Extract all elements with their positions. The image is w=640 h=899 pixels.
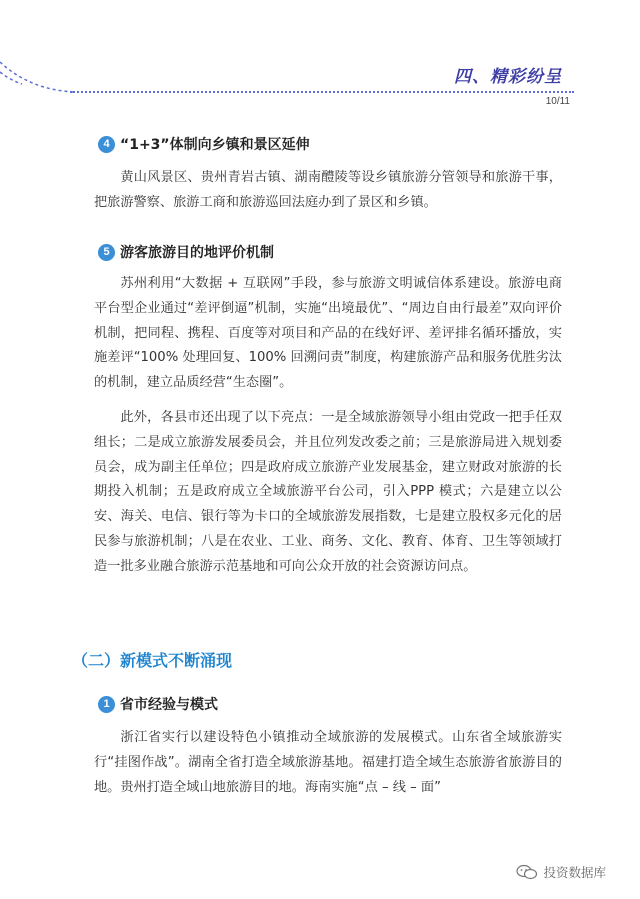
wechat-icon [516,864,538,880]
header-decoration-curve [0,0,90,100]
subheading-4 [98,134,310,154]
subheading-1 [98,694,218,714]
subheading-5 [98,242,274,262]
number-4-badge: 4 [98,136,115,153]
watermark-text: 投资数据库 [543,865,606,880]
paragraph-item4: 黄山风景区、贵州青岩古镇、湖南醴陵等设乡镇旅游分管领导和旅游干事，把旅游警察、旅游工商和旅游巡回法庭办到了景区和乡镇。 [94,170,562,210]
number-1-badge: 1 [98,696,115,713]
header-divider [70,91,574,93]
section-title-new-models: （二）新模式不断涌现 [72,651,233,670]
chapter-title: 四、精彩纷呈 [454,67,562,87]
subheading-5-title: 游客旅游目的地评价机制 [120,245,274,261]
page-number: 10/11 [545,96,570,107]
paragraph-item1: 浙江省实行以建设特色小镇推动全域旅游的发展模式。山东省全域旅游实行“挂图作战”。湖南全省打造全域旅游基地。福建打造全域生态旅游省旅游目的地。贵州打造全域山地旅游目的地。海南实施“点 – 线 – 面” [94,730,562,795]
paragraph-item5: 苏州利用“大数据 + 互联网”手段，参与旅游文明诚信体系建设。旅游电商平台型企业通过“差评倒逼”机制，实施“出境最优”、“周边自由行最差”双向评价机制，把同程、携程、百度等对项目和产品的在线好评、差评排名循环播放，实施差评“100% 处理回复、100% 回溯问责”制度，构建旅游产品和服务优胜劣汰的机制，建立品质经营“生态圈”。 [94,276,562,391]
watermark [516,863,606,881]
number-5-badge: 5 [98,244,115,261]
paragraph-highlights: 此外，各县市还出现了以下亮点：一是全域旅游领导小组由党政一把手任双组长；二是成立旅游发展委员会，并且位列发改委之前；三是旅游局进入规划委员会，成为副主任单位；四是政府成立旅游产业发展基金，建立财政对旅游的长期投入机制；五是政府成立全域旅游平台公司，引入PPP 模式；六是建立以公安、海关、电信、银行等为卡口的全域旅游发展指数，七是建立股权多元化的居民参与旅游机制；八是在农业、工业、商务、文化、教育、体育、卫生等领域打造一批多业融合旅游示范基地和可向公众开放的社会资源访问点。 [94,410,562,574]
subheading-1-title: 省市经验与模式 [120,697,218,713]
subheading-4-title: “1+3”体制向乡镇和景区延伸 [120,137,310,153]
